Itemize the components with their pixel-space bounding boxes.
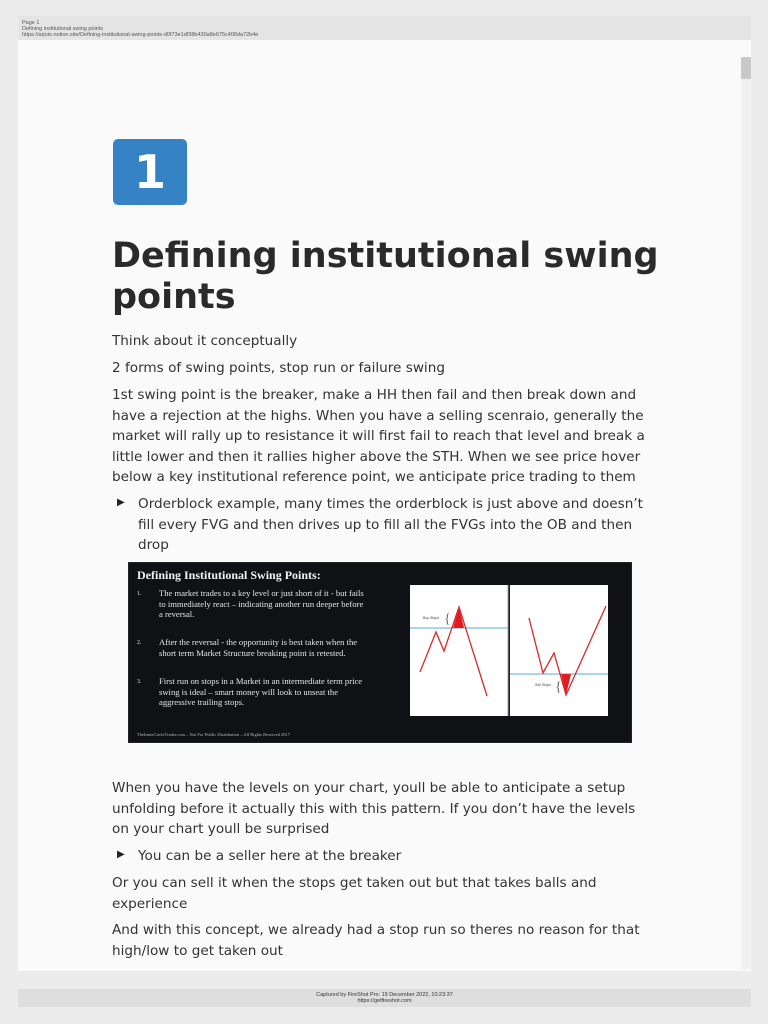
paragraph-5: Or you can sell it when the stops get taken out but that takes balls and experience xyxy=(112,875,597,912)
scrollbar-thumb[interactable] xyxy=(741,57,751,79)
toggle-item-orderblock: Orderblock example, many times the orderblock is just above and doesn’t fill every FVG and then drives up to fill all the FVGs into the OB and then drop xyxy=(138,496,643,553)
doc-title-small: Defining institutional swing points xyxy=(22,26,104,32)
slide-item-2 xyxy=(137,637,367,658)
right-diagram-panel xyxy=(510,585,608,716)
paragraph-4: When you have the levels on your chart, youll be able to anticipate a setup unfolding before it actually this with this pattern. If you don’t have the levels on your chart youll be surprised xyxy=(112,780,636,837)
paragraph-2: 2 forms of swing points, stop run or failure swing xyxy=(112,360,445,376)
slide-item-1 xyxy=(137,588,367,620)
page-title: Defining institutional swing points xyxy=(112,236,659,317)
page-url: https://arjoio.notion.site/Defining-institutional-swing-points-d0f73e1df38b430a8e675c408da72b4e xyxy=(22,32,259,38)
slide-item-number: 3. xyxy=(137,679,142,685)
sell-stops-label: Sell Stops xyxy=(535,683,551,687)
slide-item-3 xyxy=(137,676,367,708)
scrollbar[interactable] xyxy=(741,57,751,969)
swing-points-slide-image xyxy=(128,562,632,743)
slide-footer: TheInnerCircleTrader.com – Not For Public Distribution – All Rights Reserved 2017 xyxy=(137,732,290,737)
slide-item-text: First run on stops in a Market in an intermediate term price swing is ideal – smart money will look to unseat the aggressive trailing stops. xyxy=(159,676,363,707)
paragraph-3: 1st swing point is the breaker, make a HH then fail and then break down and have a rejection at the highs. When you have a selling scenraio, generally the market will rally up to resistance it will first fail to reach that level and break a little lower and then it rallies higher above the STH. When we see price hover below a key institutional reference point, we anticipate price trading to them xyxy=(112,387,645,485)
capture-info: Captured by FireShot Pro: 19 December 2022, 10:23:37 xyxy=(316,992,453,998)
swing-diagrams xyxy=(410,585,608,716)
toggle-arrow-icon[interactable]: ▶ xyxy=(117,849,125,860)
toggle-item-breaker: You can be a seller here at the breaker xyxy=(138,848,402,864)
print-header xyxy=(18,16,751,40)
capture-link[interactable]: https://getfireshot.com xyxy=(357,998,412,1004)
slide-item-text: After the reversal - the opportunity is best taken when the short term Market Structure breaking point is retested. xyxy=(159,637,358,658)
left-diagram-panel xyxy=(410,585,508,716)
capture-footer xyxy=(18,989,751,1007)
slide-item-number: 2. xyxy=(137,640,142,646)
paragraph-1: Think about it conceptually xyxy=(112,333,298,349)
slide-item-text: The market trades to a key level or just short of it - but fails to immediately react – indicating another run deeper before a reversal. xyxy=(159,588,364,619)
number-badge: 1 xyxy=(113,139,187,205)
slide-item-number: 1. xyxy=(137,591,142,597)
paragraph-6: And with this concept, we already had a stop run so theres no reason for that high/low to get taken out xyxy=(112,922,640,959)
page-label: Page 1 xyxy=(22,20,40,26)
brace-icon: { xyxy=(555,680,562,695)
slide-title: Defining Institutional Swing Points: xyxy=(137,568,321,582)
buy-stops-label: Buy Stops xyxy=(423,616,439,620)
brace-icon: { xyxy=(444,612,451,627)
toggle-arrow-icon[interactable]: ▶ xyxy=(117,497,125,508)
